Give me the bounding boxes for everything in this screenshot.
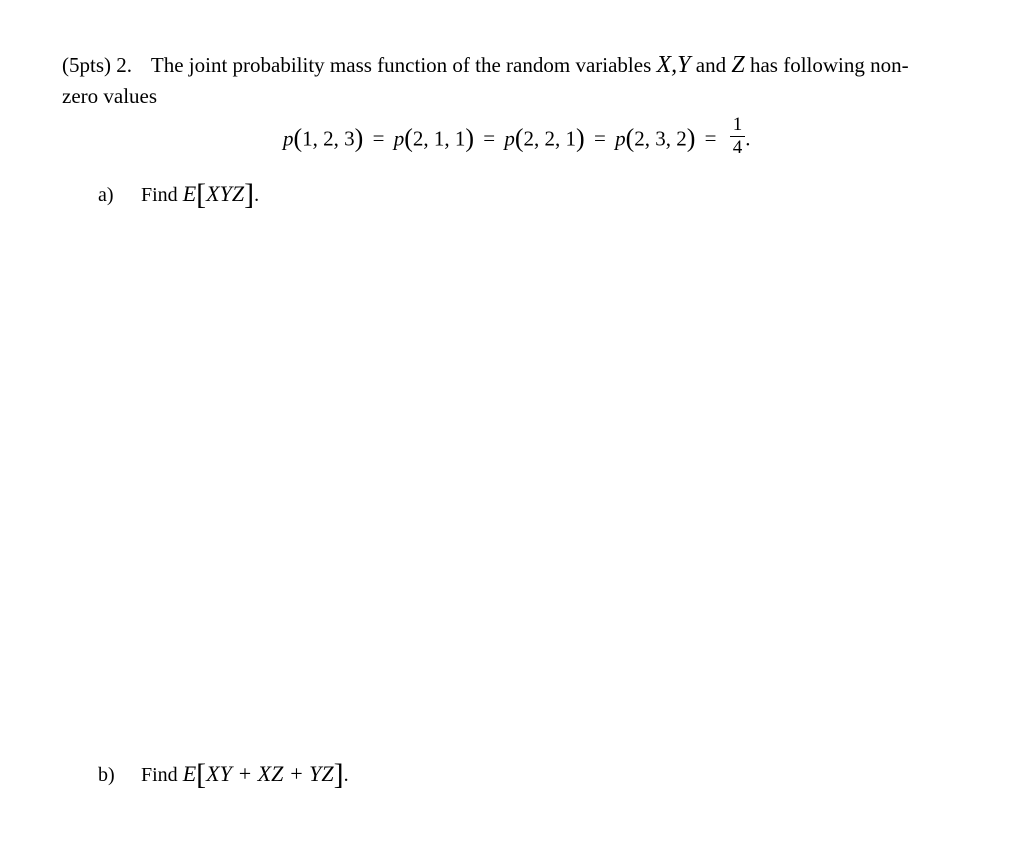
problem-text-continued: zero values: [62, 84, 158, 108]
variable-z: Z: [731, 52, 745, 78]
variables-xy: X,Y: [656, 52, 691, 78]
problem-text-tail: has following non-: [749, 53, 909, 77]
question-b-expression: XY + XZ + YZ: [206, 761, 334, 786]
problem-statement-line-1: [62, 52, 909, 79]
expectation-symbol: E: [182, 181, 197, 206]
and-word: and: [695, 53, 727, 77]
expectation-symbol: E: [182, 761, 197, 786]
fraction: [730, 114, 746, 159]
problem-label: (5pts) 2.: [62, 53, 132, 77]
pmf-equation: p(1, 2, 3) = p(2, 1, 1) = p(2, 2, 1) = p(2, 3, 2) = $\frac{1}{4}$ .: [283, 114, 751, 158]
pmf-symbol: p: [504, 126, 515, 151]
pmf-symbol: p: [283, 126, 294, 151]
question-a: a) Find E[XYZ].: [98, 178, 260, 211]
pmf-args-4: 2, 3, 2: [634, 126, 687, 151]
question-a-expression: XYZ: [206, 181, 245, 206]
question-b-find: Find: [141, 764, 178, 786]
pmf-symbol: p: [393, 126, 405, 151]
pmf-args-3: 2, 2, 1: [523, 126, 577, 151]
question-b: b) Find E[XY + XZ + YZ].: [98, 758, 349, 791]
problem-text: The joint probability mass function of the random variables: [150, 53, 652, 77]
question-a-find: Find: [141, 184, 178, 206]
fraction-denominator: 4: [732, 137, 743, 158]
pmf-symbol: p: [615, 126, 626, 151]
fraction-numerator: 1: [730, 114, 746, 137]
problem-statement-line-2: [62, 84, 157, 109]
pmf-args-2: 2, 1, 1: [412, 126, 466, 151]
pmf-args-1: 1, 2, 3: [302, 126, 355, 151]
question-a-label: a): [98, 184, 114, 206]
question-b-label: b): [98, 764, 115, 786]
